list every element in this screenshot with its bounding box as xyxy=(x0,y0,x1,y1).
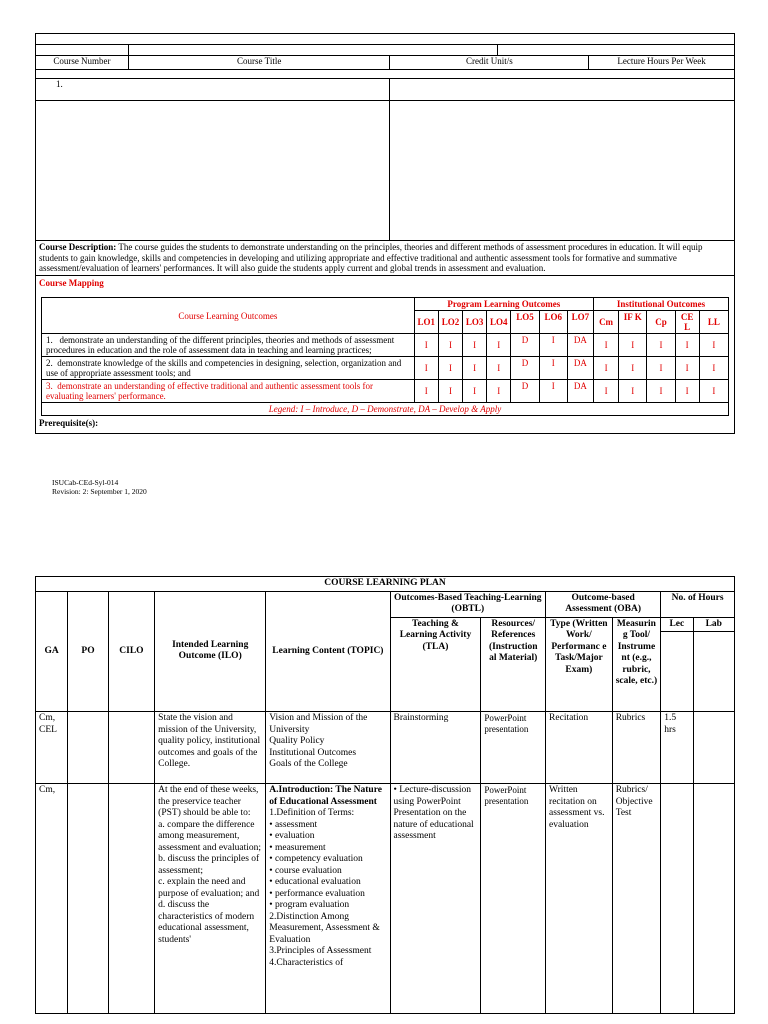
course-description-text: The course guides the students to demonstrate understanding on the principles, theories and different methods of assessment procedures in education. It will equip students to gain knowledge, skills and competencies in developing and utilizing appropriate and effective traditional and authentic assessment tools for formative and summative assessment/evaluation of learners' performances. It will also guide the students apply current and global trends in assessment and evaluation. xyxy=(39,242,703,273)
content-line: • competency evaluation xyxy=(269,854,363,864)
credit-hours-value xyxy=(498,45,735,56)
clo-description: demonstrate knowledge of the skills and competencies in designing, selection, organization and use of appropriate assessment tools; and xyxy=(46,358,402,378)
ilo-line: b. discuss the principles of assessment; xyxy=(158,854,260,876)
mapping-row xyxy=(42,380,729,403)
mapping-row xyxy=(42,334,729,357)
plo-cell: I xyxy=(463,380,487,403)
clo-description: demonstrate an understanding of the different principles, theories and methods of assessment procedures in education and the role of assessment data in teaching and learning practices; xyxy=(46,335,395,355)
io-cell: I xyxy=(675,380,699,403)
col-measuring-header: Measurin g Tool/ Instrume nt (e.g., rubric, scale, etc.) xyxy=(612,617,660,712)
measuring-cell: Rubrics xyxy=(612,712,660,784)
plo-cell: I xyxy=(463,334,487,357)
plo-col-header: LO5 xyxy=(511,311,539,334)
io-cell: I xyxy=(619,334,647,357)
col-po-header: PO xyxy=(68,591,108,712)
content-cell xyxy=(266,712,390,784)
plo-col-header: LO4 xyxy=(487,311,511,334)
course-description-label: Course Description: xyxy=(39,242,117,252)
plo-col-header: LO2 xyxy=(438,311,462,334)
syllabus-header-table xyxy=(35,33,735,434)
lab-cell xyxy=(693,784,735,1014)
content-line: • performance evaluation xyxy=(269,888,365,899)
tla-cell: • Lecture-discussion using PowerPoint Presentation on the nature of educational assessment xyxy=(390,784,481,1014)
resources-cell: PowerPoint presentation xyxy=(481,784,546,1014)
ilo-line: At the end of these weeks, the preservice teacher (PST) should be able to: xyxy=(158,785,259,818)
plo-col-header: LO3 xyxy=(463,311,487,334)
lec-cell: 1.5 hrs xyxy=(661,712,693,784)
ga-cell: Cm, CEL xyxy=(36,712,68,784)
clo-number: 3. xyxy=(46,381,53,391)
io-cell: I xyxy=(593,334,618,357)
lec-spacer xyxy=(661,632,693,712)
io-cell: I xyxy=(647,380,675,403)
spacer-row xyxy=(36,70,735,79)
course-number-value xyxy=(36,45,129,56)
io-cell: I xyxy=(699,334,728,357)
plan-row xyxy=(36,784,735,1014)
ilo-line: d. discuss the characteristics of modern educational assessment, students' xyxy=(158,900,255,945)
mapping-row xyxy=(42,357,729,380)
ga-cell: Cm, xyxy=(36,784,68,1014)
document-revision: Revision: 2: September 1, 2020 xyxy=(52,487,147,496)
course-mapping-title: Course Mapping xyxy=(39,277,104,288)
header-top-row xyxy=(36,34,735,45)
plo-cell: I xyxy=(414,334,438,357)
lab-spacer xyxy=(693,632,735,712)
ilo-line: c. explain the need and purpose of evaluation; and xyxy=(158,877,260,899)
lab-cell xyxy=(693,712,735,784)
content-heading: A.Introduction: The Nature of Educational Assessment xyxy=(269,785,382,807)
clo-number: 2. xyxy=(46,358,53,368)
plo-cell: I xyxy=(487,380,511,403)
clo-description: demonstrate an understanding of effective traditional and authentic assessment tools for evaluating learners' performance. xyxy=(46,381,373,401)
plo-cell: D xyxy=(511,380,539,403)
measuring-cell: Rubrics/ Objective Test xyxy=(612,784,660,1014)
oba-group-header: Outcome-based Assessment (OBA) xyxy=(546,591,661,617)
plo-cell: I xyxy=(463,357,487,380)
cilo-cell xyxy=(108,784,154,1014)
lecture-hours-header: Lecture Hours Per Week xyxy=(589,56,735,70)
po-cell xyxy=(68,712,108,784)
learning-plan-title: COURSE LEARNING PLAN xyxy=(36,577,735,592)
course-learning-plan-table xyxy=(35,576,735,1014)
io-header: Institutional Outcomes xyxy=(593,298,728,311)
plo-cell: I xyxy=(414,357,438,380)
resources-cell: PowerPoint presentation xyxy=(481,712,546,784)
content-line: Goals of the College xyxy=(269,759,348,769)
content-line: 4.Characteristics of xyxy=(269,957,344,968)
plo-cell: D xyxy=(511,357,539,380)
io-cell: I xyxy=(699,357,728,380)
plo-cell: D xyxy=(511,334,539,357)
cilo-cell xyxy=(108,712,154,784)
plo-cell: I xyxy=(438,380,462,403)
io-col-header: Cp xyxy=(647,311,675,334)
mapping-legend: Legend: I – Introduce, D – Demonstrate, DA – Develop & Apply xyxy=(42,403,729,416)
col-content-header: Learning Content (TOPIC) xyxy=(266,591,390,712)
outcome-left-body xyxy=(36,101,390,241)
col-lab-header: Lab xyxy=(693,617,735,632)
content-line: • course evaluation xyxy=(269,865,342,876)
io-col-header: IF K xyxy=(619,311,647,334)
content-line: • measurement xyxy=(269,842,326,853)
plo-cell: I xyxy=(487,334,511,357)
io-cell: I xyxy=(647,357,675,380)
course-title-value xyxy=(128,45,497,56)
io-cell: I xyxy=(675,334,699,357)
plan-row xyxy=(36,712,735,784)
plo-cell: I xyxy=(438,357,462,380)
content-line: 1.Definition of Terms: xyxy=(269,808,355,818)
content-line: Vision and Mission of the University xyxy=(269,713,368,735)
outcome-right-cell xyxy=(390,79,735,101)
clo-text xyxy=(42,357,415,380)
plo-cell: I xyxy=(414,380,438,403)
plo-cell: DA xyxy=(567,334,593,357)
po-cell xyxy=(68,784,108,1014)
io-cell: I xyxy=(699,380,728,403)
ilo-cell xyxy=(155,784,266,1014)
course-number-header: Course Number xyxy=(36,56,129,70)
plo-col-header: LO7 xyxy=(567,311,593,334)
content-line: 2.Distinction Among Measurement, Assessment & Evaluation xyxy=(269,911,380,945)
col-lec-header: Lec xyxy=(661,617,693,632)
col-resources-header: Resources/ References (Instruction al Material) xyxy=(481,617,546,712)
obtl-group-header: Outcomes-Based Teaching-Learning (OBTL) xyxy=(390,591,546,617)
content-line: Institutional Outcomes xyxy=(269,747,357,758)
plo-cell: I xyxy=(539,357,567,380)
io-cell: I xyxy=(647,334,675,357)
tla-cell: Brainstorming xyxy=(390,712,481,784)
content-line: Quality Policy xyxy=(269,736,325,746)
document-footer xyxy=(52,478,147,496)
content-line: • educational evaluation xyxy=(269,877,361,887)
course-mapping-table xyxy=(41,297,729,416)
io-col-header: LL xyxy=(699,311,728,334)
plo-header: Program Learning Outcomes xyxy=(414,298,593,311)
col-ilo-header: Intended Learning Outcome (ILO) xyxy=(155,591,266,712)
credit-units-header: Credit Unit/s xyxy=(390,56,589,70)
hours-group-header: No. of Hours xyxy=(661,591,735,617)
io-cell: I xyxy=(593,380,618,403)
outcome-right-body xyxy=(390,101,735,241)
content-line: • program evaluation xyxy=(269,900,350,910)
course-title-header: Course Title xyxy=(128,56,390,70)
plo-cell: I xyxy=(438,334,462,357)
plo-cell: DA xyxy=(567,357,593,380)
lec-cell xyxy=(661,784,693,1014)
col-ga-header: GA xyxy=(36,591,68,712)
clo-text xyxy=(42,334,415,357)
content-line: • evaluation xyxy=(269,831,315,841)
io-cell: I xyxy=(619,357,647,380)
clo-number: 1. xyxy=(46,335,53,345)
type-cell: Written recitation on assessment vs. evaluation xyxy=(546,784,613,1014)
course-description xyxy=(36,241,735,276)
prerequisite-label: Prerequisite(s): xyxy=(39,418,99,428)
col-type-header: Type (Written Work/ Performanc e Task/Major Exam) xyxy=(546,617,613,712)
course-mapping-section xyxy=(36,275,735,433)
plo-col-header: LO1 xyxy=(414,311,438,334)
plo-cell: DA xyxy=(567,380,593,403)
ilo-cell: State the vision and mission of the University, quality policy, institutional outcomes and goals of the College. xyxy=(155,712,266,784)
clo-text xyxy=(42,380,415,403)
document-code: ISUCab-CEd-Syl-014 xyxy=(52,478,119,487)
ilo-line: a. compare the difference among measurement, assessment and evaluation; xyxy=(158,819,262,853)
plo-cell: I xyxy=(539,380,567,403)
content-cell xyxy=(266,784,390,1014)
plo-col-header: LO6 xyxy=(539,311,567,334)
clo-header: Course Learning Outcomes xyxy=(42,298,415,334)
outcome-item-number: 1. xyxy=(36,79,390,101)
io-cell: I xyxy=(619,380,647,403)
type-cell: Recitation xyxy=(546,712,613,784)
io-col-header: CE L xyxy=(675,311,699,334)
plo-cell: I xyxy=(539,334,567,357)
io-cell: I xyxy=(593,357,618,380)
col-cilo-header: CILO xyxy=(108,591,154,712)
plo-cell: I xyxy=(487,357,511,380)
content-line: • assessment xyxy=(269,819,318,830)
col-tla-header: Teaching & Learning Activity (TLA) xyxy=(390,617,481,712)
io-cell: I xyxy=(675,357,699,380)
io-col-header: Cm xyxy=(593,311,618,334)
content-line: 3.Principles of Assessment xyxy=(269,946,372,956)
